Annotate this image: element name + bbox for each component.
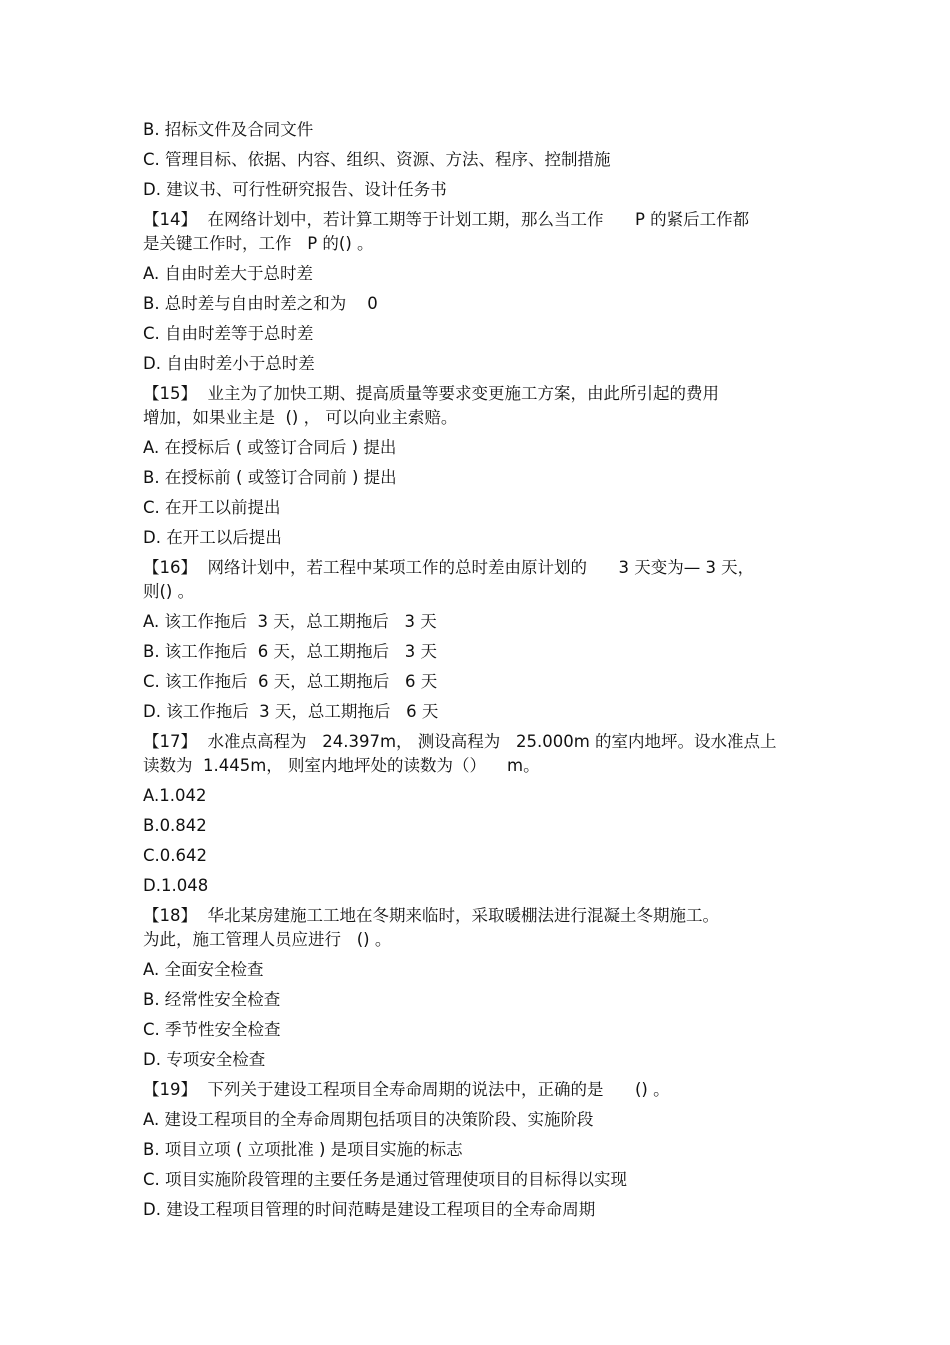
question-text: 【18】 华北某房建施工工地在冬期来临时，采取暖棚法进行混凝土冬期施工。 — [143, 906, 719, 925]
answer-option: C. 管理目标、依据、内容、组织、资源、方法、程序、控制措施 — [143, 150, 611, 169]
answer-option: A. 建设工程项目的全寿命周期包括项目的决策阶段、实施阶段 — [143, 1110, 594, 1129]
question-text: 读数为 1.445m， 则室内地坪处的读数为（） m。 — [143, 756, 540, 775]
answer-option: B. 经常性安全检查 — [143, 990, 281, 1009]
answer-option: D. 在开工以后提出 — [143, 528, 282, 547]
answer-option: D. 该工作拖后 3 天，总工期拖后 6 天 — [143, 702, 439, 721]
answer-option: C. 季节性安全检查 — [143, 1020, 281, 1039]
question-text: 【19】 下列关于建设工程项目全寿命周期的说法中，正确的是 () 。 — [143, 1080, 670, 1099]
answer-option: B. 总时差与自由时差之和为 0 — [143, 294, 378, 313]
answer-option: C.0.642 — [143, 846, 208, 865]
answer-option: C. 自由时差等于总时差 — [143, 324, 314, 343]
answer-option: B. 招标文件及合同文件 — [143, 120, 314, 139]
question-text: 【14】 在网络计划中，若计算工期等于计划工期，那么当工作 P 的紧后工作都 — [143, 210, 750, 229]
answer-option: A. 该工作拖后 3 天，总工期拖后 3 天 — [143, 612, 437, 631]
answer-option: B. 在授标前 ( 或签订合同前 ) 提出 — [143, 468, 397, 487]
answer-option: D. 自由时差小于总时差 — [143, 354, 315, 373]
answer-option: B. 该工作拖后 6 天，总工期拖后 3 天 — [143, 642, 438, 661]
question-text: 【16】 网络计划中，若工程中某项工作的总时差由原计划的 3 天变为— 3 天， — [143, 558, 755, 577]
question-text: 是关键工作时，工作 P 的() 。 — [143, 234, 374, 253]
answer-option: A.1.042 — [143, 786, 207, 805]
answer-option: D. 建议书、可行性研究报告、设计任务书 — [143, 180, 447, 199]
answer-option: D. 专项安全检查 — [143, 1050, 266, 1069]
question-text: 增加，如果业主是 () ， 可以向业主索赔。 — [143, 408, 458, 427]
answer-option: D. 建设工程项目管理的时间范畴是建设工程项目的全寿命周期 — [143, 1200, 596, 1219]
answer-option: A. 全面安全检查 — [143, 960, 264, 979]
question-text: 【15】 业主为了加快工期、提高质量等要求变更施工方案，由此所引起的费用 — [143, 384, 719, 403]
answer-option: C. 该工作拖后 6 天，总工期拖后 6 天 — [143, 672, 438, 691]
answer-option: C. 在开工以前提出 — [143, 498, 281, 517]
question-text: 为此，施工管理人员应进行 () 。 — [143, 930, 392, 949]
answer-option: A. 在授标后 ( 或签订合同后 ) 提出 — [143, 438, 397, 457]
answer-option: A. 自由时差大于总时差 — [143, 264, 313, 283]
answer-option: B. 项目立项 ( 立项批准 ) 是项目实施的标志 — [143, 1140, 463, 1159]
question-text: 【17】 水准点高程为 24.397m， 测设高程为 25.000m 的室内地坪。设水准点上 — [143, 732, 777, 751]
answer-option: D.1.048 — [143, 876, 209, 895]
document-body — [143, 119, 823, 1229]
answer-option: C. 项目实施阶段管理的主要任务是通过管理使项目的目标得以实现 — [143, 1170, 628, 1189]
question-text: 则() 。 — [143, 582, 195, 601]
answer-option: B.0.842 — [143, 816, 207, 835]
